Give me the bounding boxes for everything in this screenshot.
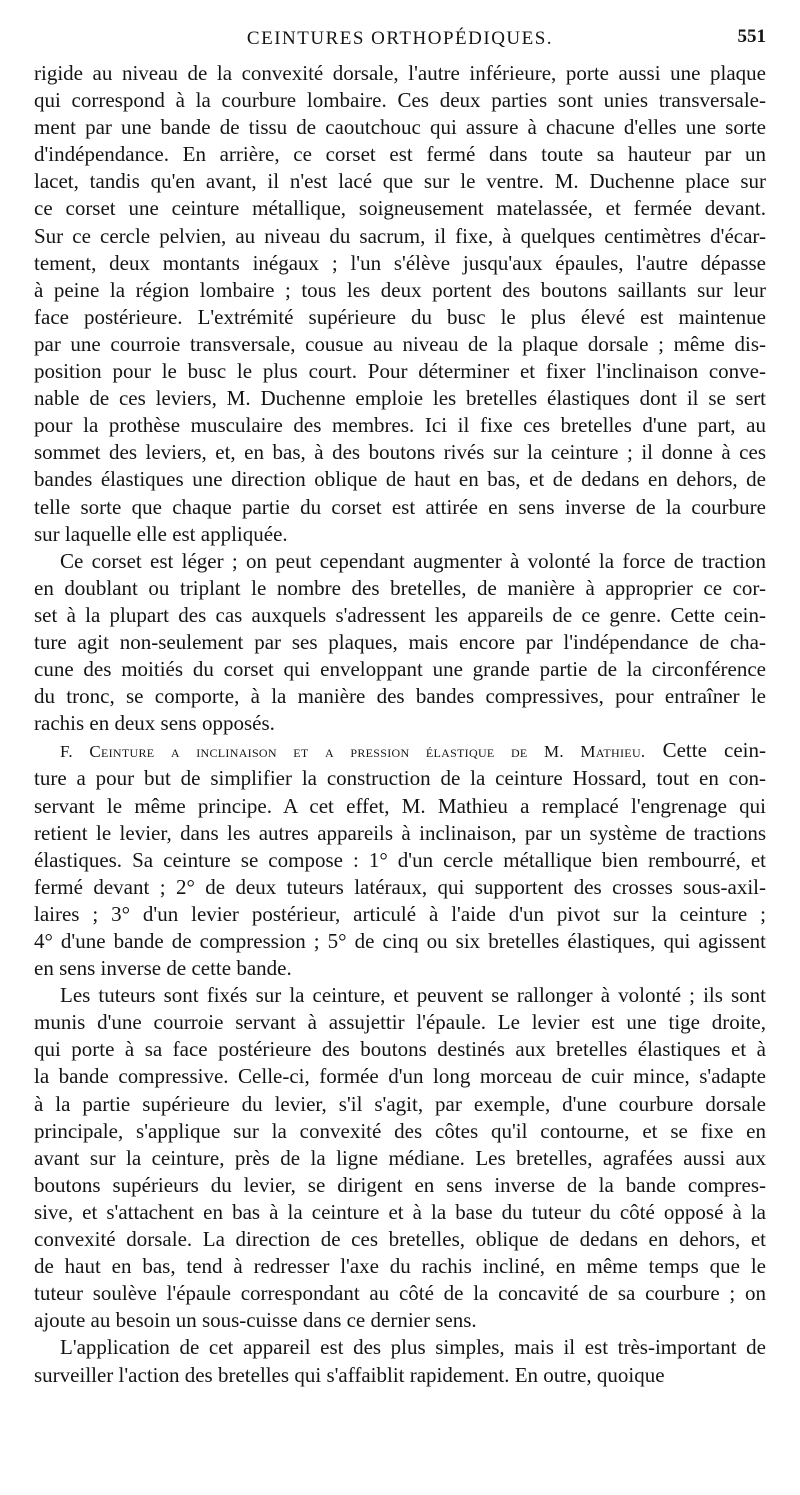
text-line [34,1280,766,1307]
line-text: ce corset une ceinture métallique, soigneusement matelassée, et fermée devant. [34,196,766,221]
line-text: d'indépendance. En arrière, ce corset est fermé dans toute sa hauteur par un [34,142,766,167]
text-line [34,928,766,955]
text-line [34,277,766,304]
text-line [34,847,766,874]
body-text [34,60,766,1389]
line-text: munis d'une courroie servant à assujettir l'épaule. Le levier est une tige droite, [34,1010,766,1035]
text-line [34,412,766,439]
line-text: 4° d'une bande de compression ; 5° de cinq ou six bretelles élastiques, qui agissent [34,929,766,953]
text-line [34,548,766,575]
line-text: sive, et s'attachent en bas à la ceinture et à la base du tuteur du côté opposé à la [34,1199,766,1224]
text-line [34,304,766,331]
line-text: ajoute au besoin un sous-cuisse dans ce dernier sens. [34,1308,477,1333]
text-line [34,521,766,548]
line-text: de haut en bas, tend à redresser l'axe du rachis incliné, en même temps que le [34,1254,766,1279]
text-line [34,1009,766,1036]
line-text: par une courroie transversale, cousue au niveau de la plaque dorsale ; même dis- [34,331,766,356]
line-text: fermé devant ; 2° de deux tuteurs latéraux, qui supportent des crosses sous-axil- [34,874,766,899]
text-line [34,1226,766,1253]
line-text: la bande compressive. Celle-ci, formée d'un long morceau de cuir mince, s'adapte [34,1064,766,1089]
line-text: laires ; 3° d'un levier postérieur, articulé à l'aide d'un pivot sur la ceinture ; [34,901,766,926]
paragraph [34,737,766,982]
line-text: Sur ce cercle pelvien, au niveau du sacrum, il fixe, à quelques centimètres d'écar- [34,223,766,248]
line-text: à la partie supérieure du levier, s'il s'agit, par exemple, d'une courbure dorsale [34,1091,766,1116]
text-line [34,87,766,114]
line-text: tement, deux montants inégaux ; l'un s'élève jusqu'aux épaules, l'autre dépasse [34,250,766,275]
text-line [34,331,766,358]
line-text: Cette cein- [645,738,766,763]
line-text: ment par une bande de tissu de caoutchouc qui assure à chacune d'elles une sorte [34,115,766,140]
text-line [34,439,766,466]
line-text: cune des moitiés du corset qui enveloppant une grande partie de la circonférence [34,657,766,682]
text-line [34,793,766,820]
text-line [34,1172,766,1199]
page-number: 551 [737,26,766,47]
line-text: tuteur soulève l'épaule correspondant au côté de la concavité de sa courbure ; on [34,1281,766,1306]
text-line [34,629,766,656]
section-heading: F. Ceinture a inclinaison et a pression élastique de M. Mathieu. [60,742,646,762]
text-line [34,385,766,412]
text-line [34,223,766,250]
line-text: convexité dorsale. La direction de ces bretelles, oblique de dedans en dehors, et [34,1227,766,1252]
paragraph [34,1334,766,1388]
running-title: CEINTURES ORTHOPÉDIQUES. [246,28,554,49]
line-text: bandes élastiques une direction oblique de haut en bas, et de dedans en dehors, de [34,467,766,492]
paragraph [34,60,766,548]
line-text: élastiques. Sa ceinture se compose : 1° d'un cercle métallique bien rembourré, et [34,847,766,872]
line-text: lacet, tandis qu'en avant, il n'est lacé que sur le ventre. M. Duchenne place sur [34,169,766,194]
text-line [34,901,766,928]
line-text: nable de ces leviers, M. Duchenne emploie les bretelles élastiques dont il se sert [34,386,766,411]
paragraph [34,982,766,1334]
text-line [34,1253,766,1280]
text-line [34,494,766,521]
line-text: avant sur la ceinture, près de la ligne médiane. Les bretelles, agrafées aussi aux [34,1145,766,1170]
line-text: boutons supérieurs du levier, se dirigent en sens inverse de la bande compres- [34,1172,766,1197]
line-text: face postérieure. L'extrémité supérieure du busc le plus élevé est maintenue [34,304,766,329]
line-text: telle sorte que chaque partie du corset est attirée en sens inverse de la courbure [34,494,766,519]
text-line [34,955,766,982]
page-header [34,24,766,60]
line-text: L'application de cet appareil est des plus simples, mais il est très-important de [60,1335,766,1360]
text-line [34,1334,766,1361]
text-line [34,466,766,493]
text-line [34,982,766,1009]
book-page [34,24,766,1389]
text-line [34,1307,766,1334]
text-line [34,575,766,602]
text-line [34,1036,766,1063]
line-text: set à la plupart des cas auxquels s'adressent les appareils de ce genre. Cette cein- [34,602,766,627]
line-text: en doublant ou triplant le nombre des bretelles, de manière à approprier ce cor- [34,575,766,600]
line-text: à peine la région lombaire ; tous les deux portent des boutons saillants sur leur [34,277,766,302]
line-text: Ce corset est léger ; on peut cependant augmenter à volonté la force de traction [60,548,766,573]
text-line [34,168,766,195]
text-line [34,765,766,792]
line-text: retient le levier, dans les autres appareils à inclinaison, par un système de tractions [34,820,766,845]
text-line [34,1362,766,1389]
text-line [34,602,766,629]
text-line [34,141,766,168]
line-text: en sens inverse de cette bande. [34,956,292,981]
line-text: Les tuteurs sont fixés sur la ceinture, et peuvent se rallonger à volonté ; ils sont [60,983,766,1008]
text-line [34,195,766,222]
text-line [34,1091,766,1118]
text-line [34,1199,766,1226]
line-text: du tronc, se comporte, à la manière des bandes compressives, pour entraîner le [34,684,766,709]
text-line [34,250,766,277]
line-text: surveiller l'action des bretelles qui s'affaiblit rapidement. En outre, quoique [34,1362,665,1387]
line-text: sommet des leviers, et, en bas, à des boutons rivés sur la ceinture ; il donne à ces [34,440,766,465]
line-text: rigide au niveau de la convexité dorsale, l'autre inférieure, porte aussi une plaque [34,61,766,85]
line-text: rachis en deux sens opposés. [34,711,275,736]
text-line [34,114,766,141]
text-line [34,683,766,710]
text-line [34,656,766,683]
line-text: position pour le busc le plus court. Pour déterminer et fixer l'inclinaison conve- [34,359,766,384]
paragraph [34,548,766,738]
line-text: qui porte à sa face postérieure des boutons destinés aux bretelles élastiques et à [34,1037,766,1062]
text-line [34,60,766,87]
text-line [34,874,766,901]
text-line [34,358,766,385]
text-line [34,737,766,765]
line-text: qui correspond à la courbure lombaire. Ces deux parties sont unies transversale- [34,88,766,113]
line-text: ture a pour but de simplifier la construction de la ceinture Hossard, tout en con- [34,766,766,791]
text-line [34,1063,766,1090]
text-line [34,1145,766,1172]
text-line [34,1118,766,1145]
line-text: sur laquelle elle est appliquée. [34,521,288,546]
line-text: servant le même principe. A cet effet, M. Mathieu a remplacé l'engrenage qui [34,793,766,818]
line-text: principale, s'applique sur la convexité des côtes qu'il contourne, et se fixe en [34,1118,766,1143]
text-line [34,710,766,737]
text-line [34,820,766,847]
line-text: pour la prothèse musculaire des membres. Ici il fixe ces bretelles d'une part, au [34,413,766,438]
line-text: ture agit non-seulement par ses plaques, mais encore par l'indépendance de cha- [34,629,766,654]
